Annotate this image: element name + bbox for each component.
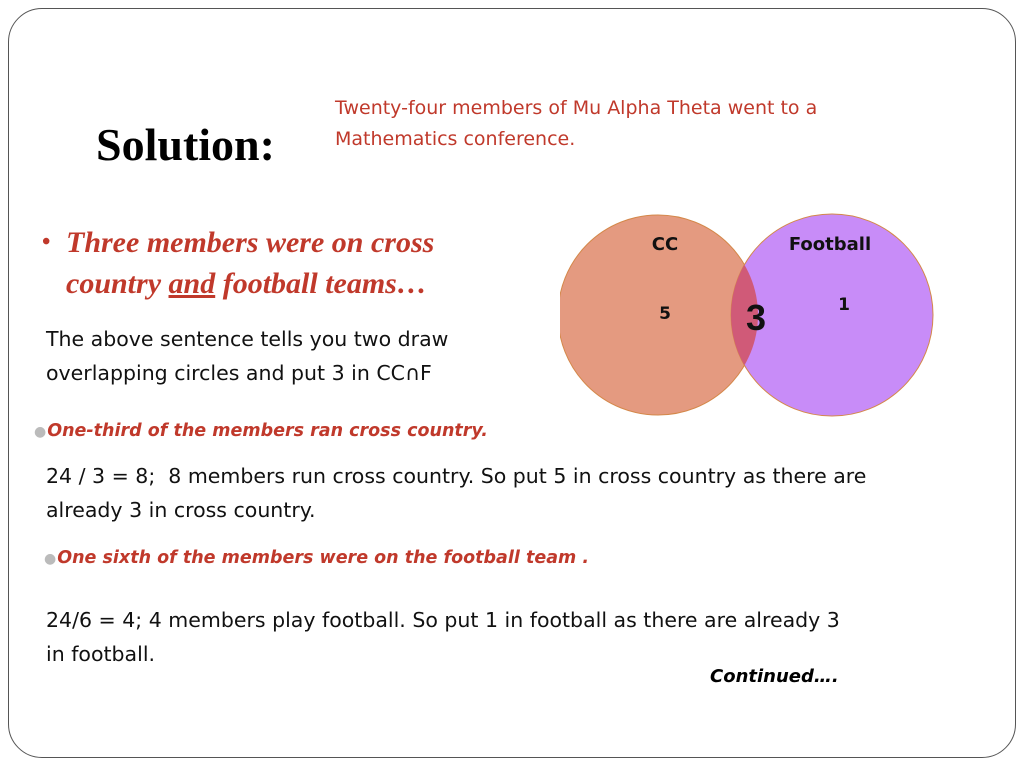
- intersection-count: 3: [745, 297, 767, 338]
- football-label: Football: [788, 234, 872, 255]
- cc-only-count: 5: [659, 304, 671, 324]
- intro-line-1: Twenty-four members of Mu Alpha Theta went to a: [335, 97, 818, 119]
- sub-bullet-dot-icon: ●: [44, 551, 57, 567]
- paragraph-2-line-2: already 3 in cross country.: [46, 498, 316, 522]
- cc-label: CC: [651, 234, 679, 255]
- sub-bullet-football: [44, 548, 589, 568]
- sub-bullet-cross-country-text: One-third of the members ran cross country.: [47, 421, 488, 441]
- sub-bullet-football-text: One sixth of the members were on the football team .: [57, 548, 589, 568]
- bullet-dot-icon: •: [42, 229, 51, 255]
- venn-diagram: [560, 200, 940, 420]
- continued-note: Continued….: [710, 666, 839, 687]
- main-bullet-part-2: country: [66, 267, 162, 300]
- main-bullet-part-1: Three members were on cross: [66, 226, 435, 259]
- paragraph-3-line-1: 24/6 = 4; 4 members play football. So put 1 in football as there are already 3: [46, 608, 840, 632]
- main-bullet-underlined: and: [168, 267, 216, 300]
- paragraph-2-line-1: 24 / 3 = 8; 8 members run cross country. So put 5 in cross country as there are: [46, 464, 867, 488]
- slide-title: Solution:: [96, 119, 275, 170]
- paragraph-2: [46, 459, 866, 527]
- main-bullet-part-3: football teams…: [222, 267, 427, 300]
- intro-line-2: Mathematics conference.: [335, 128, 576, 150]
- sub-bullet-cross-country: [34, 421, 488, 441]
- paragraph-3: [46, 603, 840, 671]
- intro-text: [335, 93, 895, 155]
- sub-bullet-dot-icon: ●: [34, 424, 47, 440]
- paragraph-1-line-1: The above sentence tells you two draw: [46, 327, 449, 351]
- paragraph-3-line-2: in football.: [46, 642, 156, 666]
- football-only-count: 1: [838, 295, 850, 315]
- paragraph-1-line-2: overlapping circles and put 3 in CC∩F: [46, 361, 432, 385]
- main-bullet: [44, 222, 514, 304]
- paragraph-1: [46, 322, 448, 390]
